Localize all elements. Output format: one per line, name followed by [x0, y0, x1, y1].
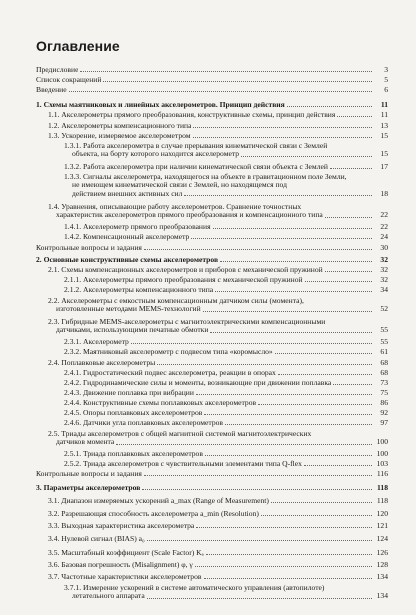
- toc-entry-title: Список сокращений: [36, 76, 102, 84]
- page-number: 120: [376, 509, 388, 518]
- page-number: 18: [380, 188, 388, 198]
- toc-entry-title: 2.5. Триады акселерометров с общей магнитной системой магнитоэлектрических: [48, 429, 312, 438]
- page-number: 86: [380, 398, 388, 407]
- dot-leader: [261, 515, 372, 516]
- page-number: 17: [380, 162, 388, 171]
- dot-leader: [325, 217, 372, 218]
- dot-leader: [203, 311, 372, 312]
- page-number: 121: [376, 521, 388, 530]
- dot-leader: [204, 578, 373, 579]
- toc-entry[interactable]: [64, 419, 388, 427]
- page-number: 32: [380, 255, 388, 264]
- dot-leader: [337, 116, 372, 117]
- toc-entry[interactable]: [48, 297, 388, 314]
- page-number: 24: [380, 232, 388, 241]
- dot-leader: [142, 489, 372, 490]
- toc-entry-title: 2.1.1. Акселерометры прямого преобразования с механической пружиной: [64, 276, 303, 284]
- toc-entry-title: 2.4. Поплавковые акселерометры: [48, 359, 156, 367]
- toc-entry-title: 3.1. Диапазон измеряемых ускорений a_max (Range of Measurement): [48, 497, 269, 505]
- toc-entry-title: Контрольные вопросы и задания: [36, 244, 142, 252]
- toc-entry[interactable]: [64, 460, 388, 468]
- dot-leader: [144, 475, 372, 476]
- page-number: 13: [380, 121, 388, 130]
- dot-leader: [69, 91, 372, 92]
- toc-entry[interactable]: [48, 132, 388, 140]
- toc-entry-title: 2.5.2. Триада акселерометров с чувствительными элементами типа Q-flex: [64, 460, 302, 468]
- toc-entry[interactable]: [36, 256, 388, 264]
- toc-entry[interactable]: [48, 549, 388, 557]
- page-number: 15: [380, 149, 388, 159]
- toc-entry[interactable]: [64, 276, 388, 284]
- page-number: 34: [380, 285, 388, 294]
- page-number: 103: [376, 459, 388, 468]
- dot-leader: [271, 502, 372, 503]
- toc-entry[interactable]: [64, 389, 388, 397]
- dot-leader: [196, 527, 372, 528]
- dot-leader: [325, 271, 372, 272]
- toc-entry[interactable]: [48, 573, 388, 581]
- toc-entry[interactable]: [64, 584, 388, 601]
- page-number: 126: [376, 548, 388, 557]
- toc-entry-continuation: объекта, на борту которого находится акселерометр: [72, 150, 240, 159]
- toc-entry-title: 1.2. Акселерометры компенсационного типа: [48, 122, 192, 130]
- dot-leader: [144, 249, 372, 250]
- dot-leader: [191, 238, 372, 239]
- page-number: 52: [380, 304, 388, 314]
- toc-entry[interactable]: [36, 244, 388, 252]
- page-number: 134: [376, 572, 388, 581]
- dot-leader: [103, 81, 372, 82]
- dot-leader: [196, 394, 372, 395]
- toc-entry-title: 2. Основные конструктивные схемы акселерометров: [36, 256, 219, 264]
- dot-leader: [193, 127, 372, 128]
- dot-leader: [193, 137, 372, 138]
- toc-entry[interactable]: [64, 142, 388, 159]
- toc-entry[interactable]: [48, 497, 388, 505]
- page-number: 116: [376, 469, 388, 478]
- toc-entry-title: 2.4.1. Гидростатический подвес акселерометра, реакции в опорах: [64, 369, 276, 377]
- dot-leader: [184, 195, 372, 196]
- toc-entry[interactable]: [36, 76, 388, 84]
- page-number: 118: [377, 483, 388, 492]
- toc-entry-title: 3.7.1. Измерение ускорений в системе автоматического управления (автопилоте): [64, 583, 325, 592]
- toc-entry[interactable]: [48, 359, 388, 367]
- page-number: 32: [380, 265, 388, 274]
- toc-entry-title: 3.6. Базовая погрешность (Misalignment) φ, γ: [48, 561, 193, 569]
- dot-leader: [206, 554, 372, 555]
- dot-leader: [333, 384, 372, 385]
- page-number: 68: [380, 368, 388, 377]
- page-number: 3: [384, 65, 388, 74]
- dot-leader: [213, 228, 372, 229]
- dot-leader: [278, 374, 372, 375]
- dot-leader: [215, 291, 372, 292]
- toc-entry-title: 2.3.1. Акселерометр: [64, 338, 129, 346]
- toc-entry-continuation: летательного аппарата: [72, 592, 145, 601]
- dot-leader: [131, 343, 372, 344]
- page-number: 100: [376, 437, 388, 447]
- page-number: 6: [384, 85, 388, 94]
- toc-entry-title: 2.4.2. Гидродинамические силы и моменты, возникающие при движении поплавка: [64, 379, 332, 387]
- toc-entry[interactable]: [48, 122, 388, 130]
- toc-entry[interactable]: [64, 399, 388, 407]
- page-number: 97: [380, 418, 388, 427]
- toc-entry[interactable]: [36, 66, 388, 74]
- page-number: 61: [380, 347, 388, 356]
- toc-entry[interactable]: [64, 338, 388, 346]
- toc-entry-title: Введение: [36, 86, 67, 94]
- toc-entry-title: 3.5. Масштабный коэффициент (Scale Factor) Kₐ: [48, 549, 204, 557]
- toc-entry-title: 2.4.5. Опоры поплавковых акселерометров: [64, 409, 203, 417]
- toc-entry[interactable]: [48, 111, 388, 119]
- toc-entry-title: Предисловие: [36, 66, 79, 74]
- toc-entry[interactable]: [36, 470, 388, 478]
- toc-entry-continuation: действием внешних активных сил: [72, 189, 183, 198]
- dot-leader: [287, 106, 372, 107]
- toc-entry-title: 1.3. Ускорение, измеряемое акселерометром: [48, 132, 191, 140]
- page-number: 5: [384, 75, 388, 84]
- toc-entry-title: 3.4. Нулевой сигнал (BIAS) a₀: [48, 535, 145, 543]
- toc-entry[interactable]: [36, 86, 388, 94]
- toc-entry[interactable]: [48, 561, 388, 569]
- toc-entry[interactable]: [64, 369, 388, 377]
- page-number: 73: [380, 378, 388, 387]
- dot-leader: [304, 465, 372, 466]
- page-number: 15: [380, 131, 388, 140]
- page-number: 100: [376, 449, 388, 458]
- dot-leader: [116, 444, 372, 445]
- toc-entry[interactable]: [48, 510, 388, 518]
- toc-entry[interactable]: [64, 348, 388, 356]
- toc-entry-title: 2.2. Акселерометры с емкостным компенсационным датчиком силы (момента),: [48, 296, 304, 305]
- toc-entry-title: 2.3. Гибридные MEMS-акселерометры с магнитоэлектрическими компенсационными: [48, 317, 326, 326]
- page-number: 118: [376, 496, 388, 505]
- toc-entry-title: 3. Параметры акселерометров: [36, 484, 141, 492]
- toc-entry-continuation: не имеющем кинематической связи с Землей, но находящемся под: [72, 180, 287, 190]
- page-number: 22: [380, 222, 388, 231]
- page-number: 30: [380, 243, 388, 252]
- toc-entry[interactable]: [64, 379, 388, 387]
- dot-leader: [330, 168, 372, 169]
- toc-entry-continuation: датчиками, использующими печатные обмотки: [56, 326, 209, 335]
- dot-leader: [305, 281, 372, 282]
- toc-entry-title: 3.2. Разрешающая способность акселерометра a_min (Resolution): [48, 510, 259, 518]
- toc-entry[interactable]: [64, 173, 388, 198]
- page-number: 11: [380, 110, 388, 119]
- toc-entry[interactable]: [36, 484, 388, 492]
- dot-leader: [210, 332, 372, 333]
- toc-entry[interactable]: [64, 223, 388, 231]
- dot-leader: [195, 566, 372, 567]
- toc-entry-title: 1. Схемы маятниковых и линейных акселерометров. Принцип действия: [36, 101, 285, 109]
- toc-entry[interactable]: [64, 233, 388, 241]
- dot-leader: [147, 598, 372, 599]
- dot-leader: [275, 353, 372, 354]
- page-number: 124: [376, 534, 388, 543]
- toc-entry-continuation: характеристик акселерометров прямого преобразования и компенсационного типа: [56, 211, 323, 220]
- dot-leader: [241, 156, 372, 157]
- dot-leader: [147, 540, 372, 541]
- toc-entry[interactable]: [36, 101, 388, 109]
- toc-entry-title: 1.4.1. Акселерометр прямого преобразования: [64, 223, 211, 231]
- toc-entry-title: 2.1.2. Акселерометры компенсационного типа: [64, 286, 214, 294]
- dot-leader: [80, 71, 372, 72]
- page-number: 11: [380, 100, 388, 109]
- page-number: 22: [380, 210, 388, 220]
- toc-entry-title: 1.1. Акселерометры прямого преобразования, конструктивные схемы, принцип действия: [48, 111, 336, 119]
- dot-leader: [220, 261, 372, 262]
- toc-entry[interactable]: [48, 318, 388, 335]
- page-number: 55: [380, 325, 388, 335]
- toc-entry[interactable]: [64, 409, 388, 417]
- toc-entry[interactable]: [64, 286, 388, 294]
- toc-entry[interactable]: [48, 266, 388, 274]
- toc-entry[interactable]: [64, 450, 388, 458]
- toc-entry-title: 1.4.2. Компенсационный акселерометр: [64, 233, 190, 241]
- page-title: Оглавление: [36, 38, 120, 54]
- toc-entry-title: 2.3.2. Маятниковый акселерометр с подвесом типа «коромысло»: [64, 348, 273, 356]
- dot-leader: [157, 364, 372, 365]
- dot-leader: [204, 414, 372, 415]
- page-number: 68: [380, 358, 388, 367]
- toc-entry[interactable]: [48, 430, 388, 447]
- toc-entry-title: 2.5.1. Триада поплавковых акселерометров: [64, 450, 203, 458]
- toc-entry-title: 1.3.1. Работа акселерометра в случае прерывания кинематической связи с Землей: [64, 141, 328, 150]
- page-number: 32: [380, 275, 388, 284]
- toc-entry[interactable]: [48, 203, 388, 220]
- page-number: 128: [376, 560, 388, 569]
- dot-leader: [225, 424, 372, 425]
- toc-entry-title: 1.3.3. Сигналы акселерометра, находящегося на объекте в гравитационном поле Земли,: [64, 172, 347, 181]
- toc-entry-title: 2.4.3. Движение поплавка при вибрации: [64, 389, 194, 397]
- toc-entry-title: 3.3. Выходная характеристика акселерометра: [48, 522, 195, 530]
- toc-entry-title: Контрольные вопросы и задания: [36, 470, 142, 478]
- toc-entry-continuation: изготовленные методами MEMS-технологий: [56, 305, 201, 314]
- toc-entry-title: 2.4.4. Конструктивные схемы поплавковых акселерометров: [64, 399, 257, 407]
- dot-leader: [258, 404, 372, 405]
- toc-entry-title: 3.7. Частотные характеристики акселерометров: [48, 573, 202, 581]
- page-number: 134: [376, 591, 388, 601]
- toc-entry-title: 1.4. Уравнения, описывающие работу акселерометров. Сравнение точностных: [48, 202, 302, 211]
- toc-entry[interactable]: [64, 163, 388, 171]
- toc-entry-continuation: датчиков момента: [56, 438, 115, 447]
- toc-entry-title: 2.4.6. Датчики угла поплавковых акселерометров: [64, 419, 224, 427]
- toc-entry-title: 2.1. Схемы компенсационных акселерометров и приборов с механической пружиной: [48, 266, 323, 274]
- toc-entry[interactable]: [48, 535, 388, 543]
- page-number: 55: [380, 337, 388, 346]
- page-number: 92: [380, 408, 388, 417]
- dot-leader: [205, 455, 372, 456]
- toc-entry[interactable]: [48, 522, 388, 530]
- page-number: 75: [380, 388, 388, 397]
- toc-entry-title: 1.3.2. Работа акселерометра при наличии кинематической связи объекта с Землей: [64, 163, 328, 171]
